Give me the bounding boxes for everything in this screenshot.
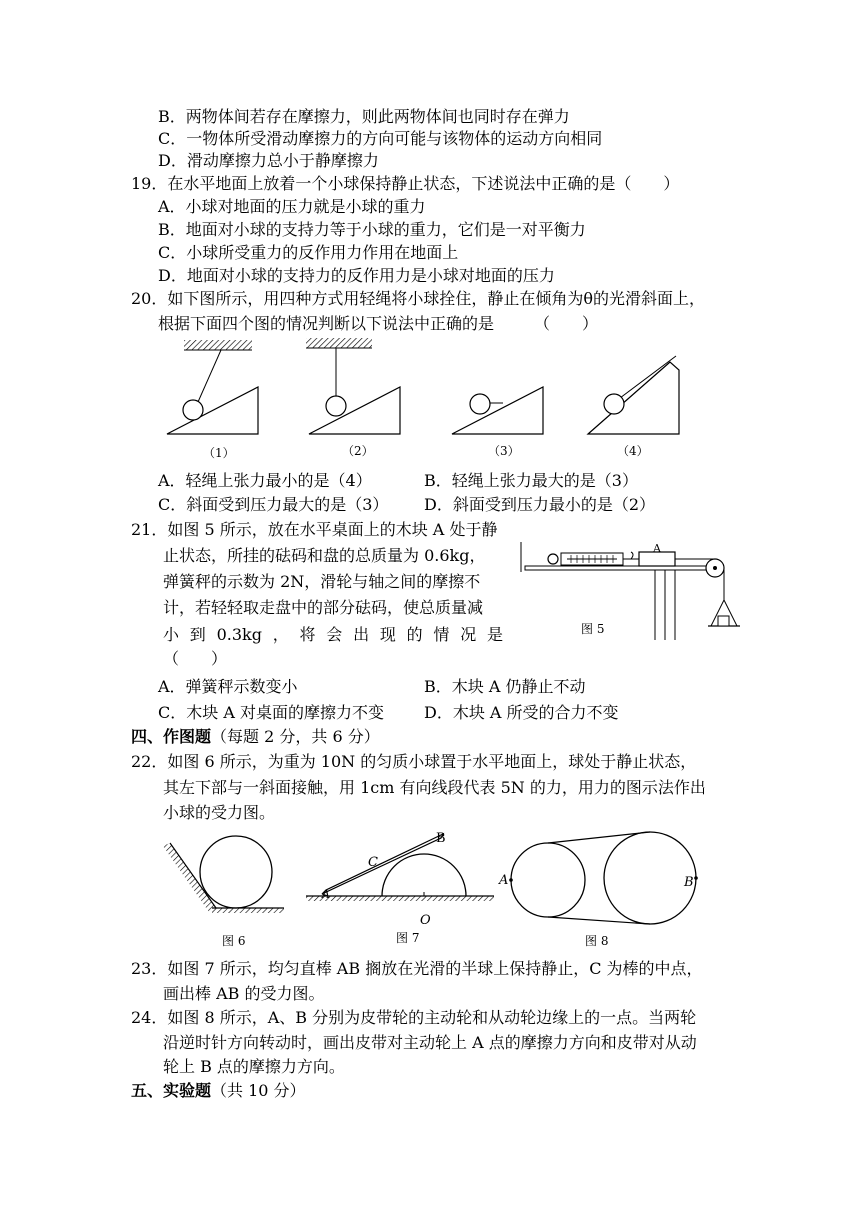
q22-stem-line1: 22．如图 6 所示，为重为 10N 的匀质小球置于水平地面上，球处于静止状态， [131,752,697,771]
q21-word: ， [272,625,289,644]
figure-8-caption: 图 8 [585,934,609,948]
q19-option-a: A．小球对地面的压力就是小球的重力 [158,197,426,216]
section-4-title: 四、作图题 [131,727,212,746]
q23-stem-line1: 23．如图 7 所示，均匀直棒 AB 搁放在光滑的半球上保持静止，C 为棒的中点， [131,959,703,978]
q20-caption-4: （4） [617,444,649,458]
q20-option-d: D．斜面受到压力最小的是（2） [424,495,656,514]
q21-option-a: A．弹簧秤示数变小 [158,677,298,696]
q21-word: 会 [326,625,343,644]
q21-stem-line2: 止状态，所挂的砝码和盘的总质量为 0.6kg， [163,546,486,565]
q20-stem-line1: 20．如下图所示，用四种方式用轻绳将小球拴住，静止在倾角为θ的光滑斜面上， [131,289,705,308]
q21-word: 现 [379,625,396,644]
figure-6-drawing [163,836,284,913]
figures-6-7-8 [0,830,860,930]
q21-stem-line5 [163,624,503,646]
q21-stem-line4: 计，若轻轻取走盘中的部分砝码，使总质量减 [163,598,484,617]
section-4-heading [131,726,380,748]
figure-8-label-a: A [499,873,509,888]
figure-6-caption: 图 6 [222,934,246,948]
q24-stem-line3: 轮上 B 点的摩擦力方向。 [163,1057,345,1076]
q20-option-c: C．斜面受到压力最大的是（3） [158,495,389,514]
q20-figure-4 [588,356,679,434]
q21-option-d: D．木块 A 所受的合力不变 [424,703,619,722]
q20-option-a: A．轻绳上张力最小的是（4） [158,471,372,490]
figure-7-label-a: A [322,888,330,901]
section-5-note: （共 10 分） [211,1081,306,1100]
q22-stem-line3: 小球的受力图。 [163,803,276,822]
figure-8-label-b: B [684,875,694,890]
q20-figure-1 [167,340,258,434]
q21-word: 到 [189,625,206,644]
figure-5 [515,530,745,650]
figure-7-label-o: O [420,913,431,928]
q21-word: 的 [406,625,423,644]
figure-5-caption: 图 5 [581,622,605,636]
q19-option-b: B．地面对小球的支持力等于小球的重力，它们是一对平衡力 [158,220,586,239]
q22-stem-line2: 其左下部与一斜面接触，用 1cm 有向线段代表 5N 的力，用力的图示法作出 [163,778,706,797]
figure-7-label-c: C [368,855,378,870]
q19-stem: 19．在水平地面上放着一个小球保持静止状态，下述说法中正确的是（ ） [131,174,680,193]
q21-word: 情 [433,625,450,644]
q20-stem-line2: 根据下面四个图的情况判断以下说法中正确的是 （ ） [158,314,599,333]
q21-stem-line6: （ ） [163,649,228,668]
q24-stem-line1: 24．如图 8 所示，A、B 分别为皮带轮的主动轮和从动轮边缘上的一点。当两轮 [131,1008,697,1027]
figure-7-drawing [306,831,494,928]
figure-5-label-a: A [653,542,661,555]
q20-caption-3: （3） [488,444,520,458]
q20-figures [0,332,860,462]
figure-8-drawing [498,832,698,924]
q19-option-d: D．地面对小球的支持力的反作用力是小球对地面的压力 [158,266,555,285]
section-4-note: （每题 2 分，共 6 分） [211,727,380,746]
q21-stem-line1: 21．如图 5 所示，放在水平桌面上的木块 A 处于静 [131,520,498,539]
q21-word: 是 [486,625,503,644]
q18-option-b: B．两物体间若存在摩擦力，则此两物体间也同时存在弹力 [158,107,570,126]
q23-stem-line2: 画出棒 AB 的受力图。 [163,984,325,1003]
q20-figure-3 [452,387,543,434]
section-5-heading [131,1080,306,1102]
q19-option-c: C．小球所受重力的反作用力作用在地面上 [158,243,459,262]
q20-option-b: B．轻绳上张力最大的是（3） [424,471,638,490]
q21-word: 小 [163,625,180,644]
q21-word: 况 [460,625,477,644]
q18-option-d: D．滑动摩擦力总小于静摩擦力 [158,151,379,170]
q21-word: 0.3kg [216,625,262,644]
figure-7-label-b: B [436,831,446,846]
q20-caption-2: （2） [342,444,374,458]
q24-stem-line2: 沿逆时针方向转动时，画出皮带对主动轮上 A 点的摩擦力方向和皮带对从动 [163,1033,697,1052]
q20-caption-1: （1） [203,446,235,460]
section-5-title: 五、实验题 [131,1081,212,1100]
q21-stem-line3: 弹簧秤的示数为 2N，滑轮与轴之间的摩擦不 [163,572,481,591]
q21-word: 将 [299,625,316,644]
q21-word: 出 [353,625,370,644]
figure-7-caption: 图 7 [396,931,420,945]
q20-figure-2 [306,338,400,434]
q21-option-b: B．木块 A 仍静止不动 [424,677,586,696]
q18-option-c: C．一物体所受滑动摩擦力的方向可能与该物体的运动方向相同 [158,129,603,148]
q21-option-c: C．木块 A 对桌面的摩擦力不变 [158,703,384,722]
